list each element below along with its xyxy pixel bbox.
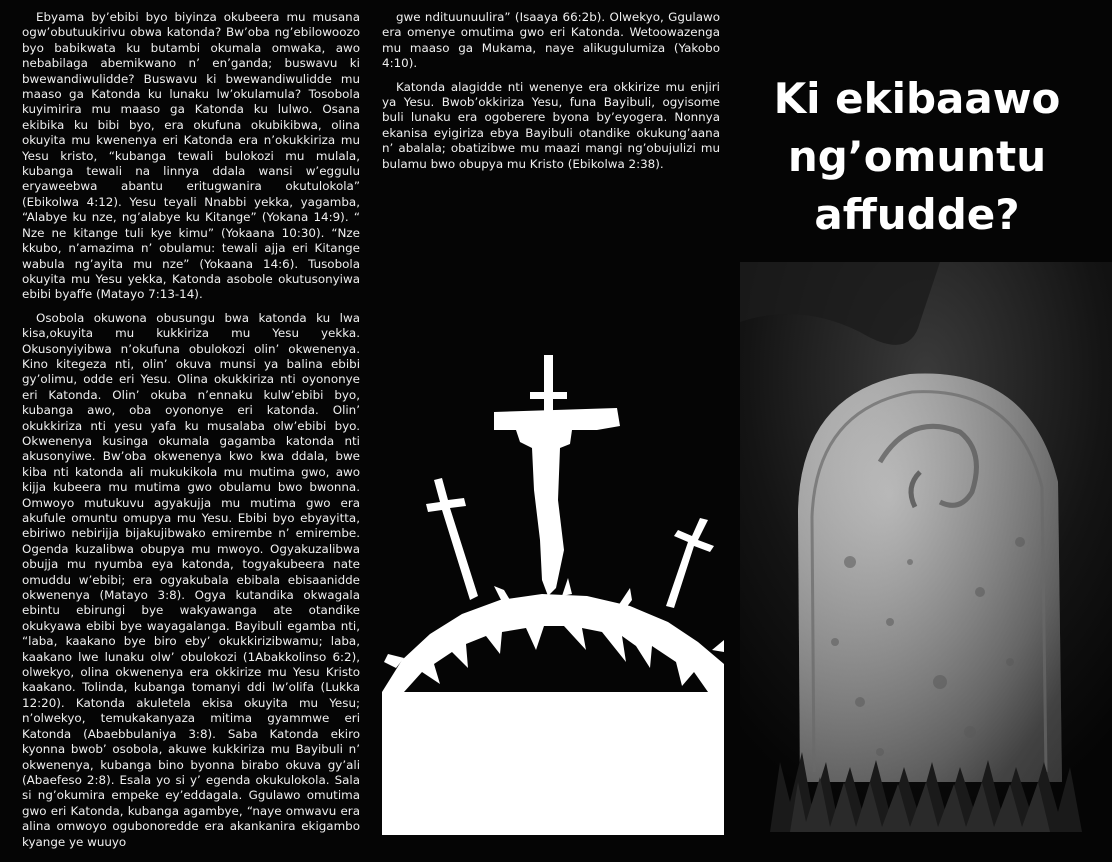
tombstone-photo — [740, 262, 1112, 832]
title-line-2: ng’omuntu — [787, 132, 1047, 181]
paragraph-2: Osobola okuwona obusungu bwa katonda ku lwa kisa,okuyita mu kukkiriza mu Yesu yekka. Okusonyiyibwa n’okufuna obulokozi olin’ okwenenya. Kino kitegeza nti, olin’ okuva munsi ya balina ebibi gy’olimu, odde eri Yesu. Olina okukkiriza nti oyononye eri Katonda. Olin’ okuba n’ennaku kulw’ebibi byo, kubanga awo, oba oyononye eri katonda. Olin’ okukkiriza nti yesu yafa ku musalaba olw’ebibi byo. Okwenenya kusinga okumala gagamba katonda nti akusonyiwe. Bw’oba okwenenya kwo kwa ddala, bwe kiba nti katonda ali mukukikola mu mutima gwo, awo kijja kubeera mu mutima gwo obulamu bwo bwonna. Omwoyo mutukuvu agyakujja mu mutima gwo era akufule omuntu omupya mu Yesu. Ebibi byo ebyayitta, ebiriwo nebirijja bijakujibwako emirembe n’ emirembe. Ogenda kuzalibwa obupya mu mwoyo. Ogyakuzalibwa obujja mu nyumba eya katonda, togyakubeera nate omuddu w’ebibi; era ogyakubala ebibala ebisaanidde okwenenya (Matayo 3:8). Ogya kutandika okwagala ebintu ebirungi bye wakyawanga ate otandike okukyawa ebibi bye wayagalanga. Bayibuli egamba nti, “laba, kaakano bye biro eby’ okukkirizibwamu; laba, kaakano lwe lunaku olw’ obulokozi (1Abakkolinso 6:2), olwekyo, olina okwenenya era okkirize mu Yesu Kristo kaakano. Tolinda, kubanga tomanyi ddi lw’olifa (Lukka 12:20). Katonda akuletela ekisa okuyita mu Yesu; n’olwekyo, temukakanyaza mitima gyammwe eri Katonda (Abaebbulaniya 3:8). Saba Katonda ekiro kyonna bwob’ osobola, akuwe kukkiriza mu Bayibuli n’ okwenenya, kubanga bino byonna birabo okuva gy’ali (Abaefeso 2:8). Esala yo si y’ egenda okukulokola. Sala si ng’okumira empeke ey’eddagala. Ggulawo omutima gwo eri Katonda, kubanga agambye, “naye omwavu era alina omwoyo ogubonoredde era akankanira ekigambo kyange ye wuuyo — [22, 310, 360, 849]
paragraph-4: Katonda alagidde nti wenenye era okkirize mu enjiri ya Yesu. Bwob’okkiriza Yesu, funa Bayibuli, ogyisome buli lunaku era ogoberere byona by’eyogera. Nonnya ekanisa eyigiriza ebya Bayibuli otandike okukung’aana n’ abalala; obatizibwe mu maazi mangi ng’obujulizi mu bulamu bwo obupya mu Kristo (Ebikolwa 2:38). — [382, 79, 720, 171]
title-line-3: affudde? — [814, 190, 1020, 239]
page-title — [742, 70, 1092, 244]
text-column-middle — [382, 10, 720, 172]
paragraph-3: gwe ndituunuulira” (Isaaya 66:2b). Olwekyo, Ggulawo era omenye omutima gwo eri Katonda. Wetoowazenga mu maaso ga Mukama, naye alikugulumiza (Yakobo 4:10). — [382, 10, 720, 71]
paragraph-1: Ebyama by’ebibi byo biyinza okubeera mu musana ogw’obutuukirivu obwa katonda? Bw’oba ng’ebilowoozo byo babikwata ku butambi okumala omwaka, awo nebabilaga abemikwano n’ en’ganda; buswavu ki bwewandiwulidde? Buswavu ki bwewandiwulidde mu maaso ga Katonda ku lunaku lw’okulamula? Tosobola kuyimirira mu maaso ga Katonda ku lulwo. Osana ekibika ku bibi byo, era okufuna okubikibwa, olina okuyita mu kwenenya eri Katonda era n’okukkiriza mu Yesu kristo, “kubanga tewali bulokozi mu mulala, kubanga tewali na linnya ddala wansi w’eggulu eryaweebwa abantu eritugwanira okutulokola” (Ebikolwa 4:12). Yesu teyali Nnabbi yekka, yagamba, “Alabye ku nze, ng’alabye ku Kitange” (Yokana 14:9). “ Nze ne kitange tuli kye kimu” (Yokaana 10:30). “Nze kkubo, n’amazima n’ obulamu: tewali ajja eri Kitange wabula ng’ayita mu nze” (Yokaana 14:6). Tusobola okuyita mu Yesu yekka, Katonda asobole okutusonyiwa ebibi byaffe (Matayo 7:13-14). — [22, 10, 360, 302]
text-column-left — [22, 10, 360, 850]
blank-white-box — [382, 692, 724, 835]
three-crosses-crown-of-thorns-icon — [382, 350, 724, 692]
title-line-1: Ki ekibaawo — [773, 74, 1061, 123]
